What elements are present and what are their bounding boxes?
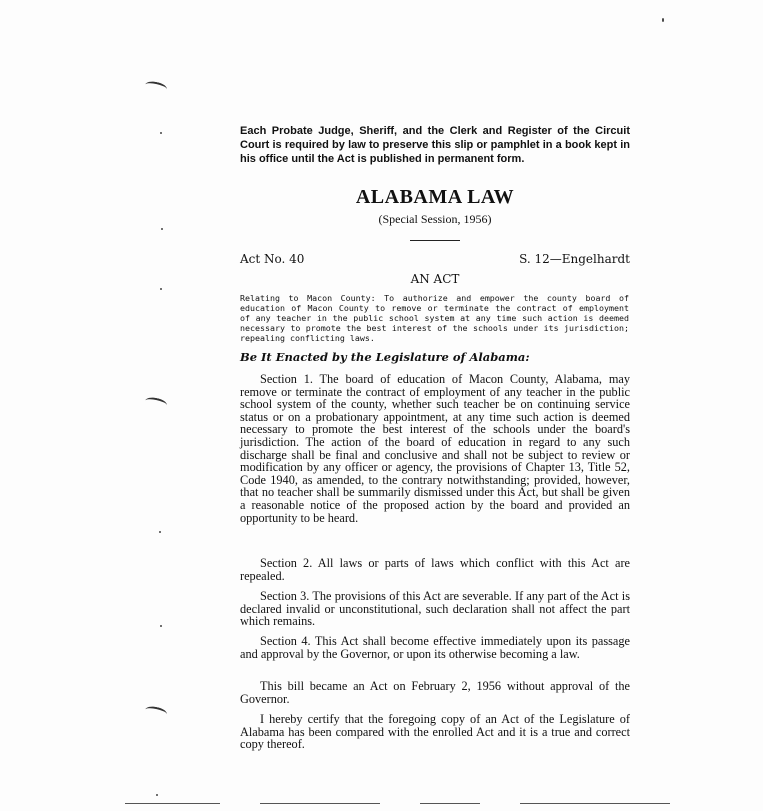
page-edge-line xyxy=(260,803,380,804)
scan-mark xyxy=(144,705,168,719)
scan-dot xyxy=(161,228,163,230)
title-divider xyxy=(410,240,460,241)
enacting-clause: Be It Enacted by the Legislature of Alabama: xyxy=(240,350,530,364)
section-4: Section 4. This Act shall become effective immediately upon its passage and approval by the Governor, or upon its otherwise becoming a law. xyxy=(240,634,630,661)
section-2: Section 2. All laws or parts of laws which conflict with this Act are repealed. xyxy=(240,556,630,583)
scan-dot xyxy=(662,18,664,22)
act-heading: AN ACT xyxy=(410,272,460,286)
section-3: Section 3. The provisions of this Act are severable. If any part of the Act is declared invalid or unconstitutional, such declaration shall not affect the part which remains. xyxy=(240,589,630,629)
scan-dot xyxy=(160,288,162,290)
act-number: Act No. 40 xyxy=(240,252,305,266)
scan-dot xyxy=(156,794,158,796)
scan-dot xyxy=(160,625,162,627)
bill-number: S. 12—Engelhardt xyxy=(519,252,630,266)
section-1: Section 1. The board of education of Macon County, Alabama, may remove or terminate the contract of employment of any teacher in the public school system of the county, whether such teacher be on continuing service status or on a probationary appointment, at any time such action is deemed necessary to promote the best interest of the schools under the board's jurisdiction. The action of the board of education in regard to any such discharge shall be final and conclusive and shall not be subject to review or modification by any officer or agency, the provisions of Chapter 13, Title 52, Code 1940, as amended, to the contrary notwithstanding; provided, however, that no teacher shall be summarily dismissed under this Act, but shall be given a reasonable notice of the proposed action by the board and provided an opportunity to be heard. xyxy=(240,372,630,525)
act-summary: Relating to Macon County: To authorize and empower the county board of education of Macon County to remove or terminate the contract of employment of any teacher in the public school system at any time such action is deemed necessary to promote the best interest of the schools under its jurisdiction; repealing conflicting laws. xyxy=(240,293,629,343)
approval-note: This bill became an Act on February 2, 1956 without approval of the Governor. xyxy=(240,679,630,706)
document-title: ALABAMA LAW xyxy=(355,186,515,208)
session-subtitle: (Special Session, 1956) xyxy=(378,212,492,226)
scan-mark xyxy=(144,80,168,94)
page-edge-line xyxy=(420,803,480,804)
preservation-notice: Each Probate Judge, Sheriff, and the Clerk and Register of the Circuit Court is required by law to preserve this slip or pamphlet in a book kept in his office until the Act is published in permanent form. xyxy=(240,125,630,165)
page-edge-line xyxy=(520,803,670,804)
scan-dot xyxy=(160,132,162,134)
scan-mark xyxy=(144,396,168,410)
page-edge-line xyxy=(125,803,220,804)
scan-dot xyxy=(159,531,161,533)
certification: I hereby certify that the foregoing copy of an Act of the Legislature of Alabama has been compared with the enrolled Act and it is a true and correct copy thereof. xyxy=(240,712,630,752)
